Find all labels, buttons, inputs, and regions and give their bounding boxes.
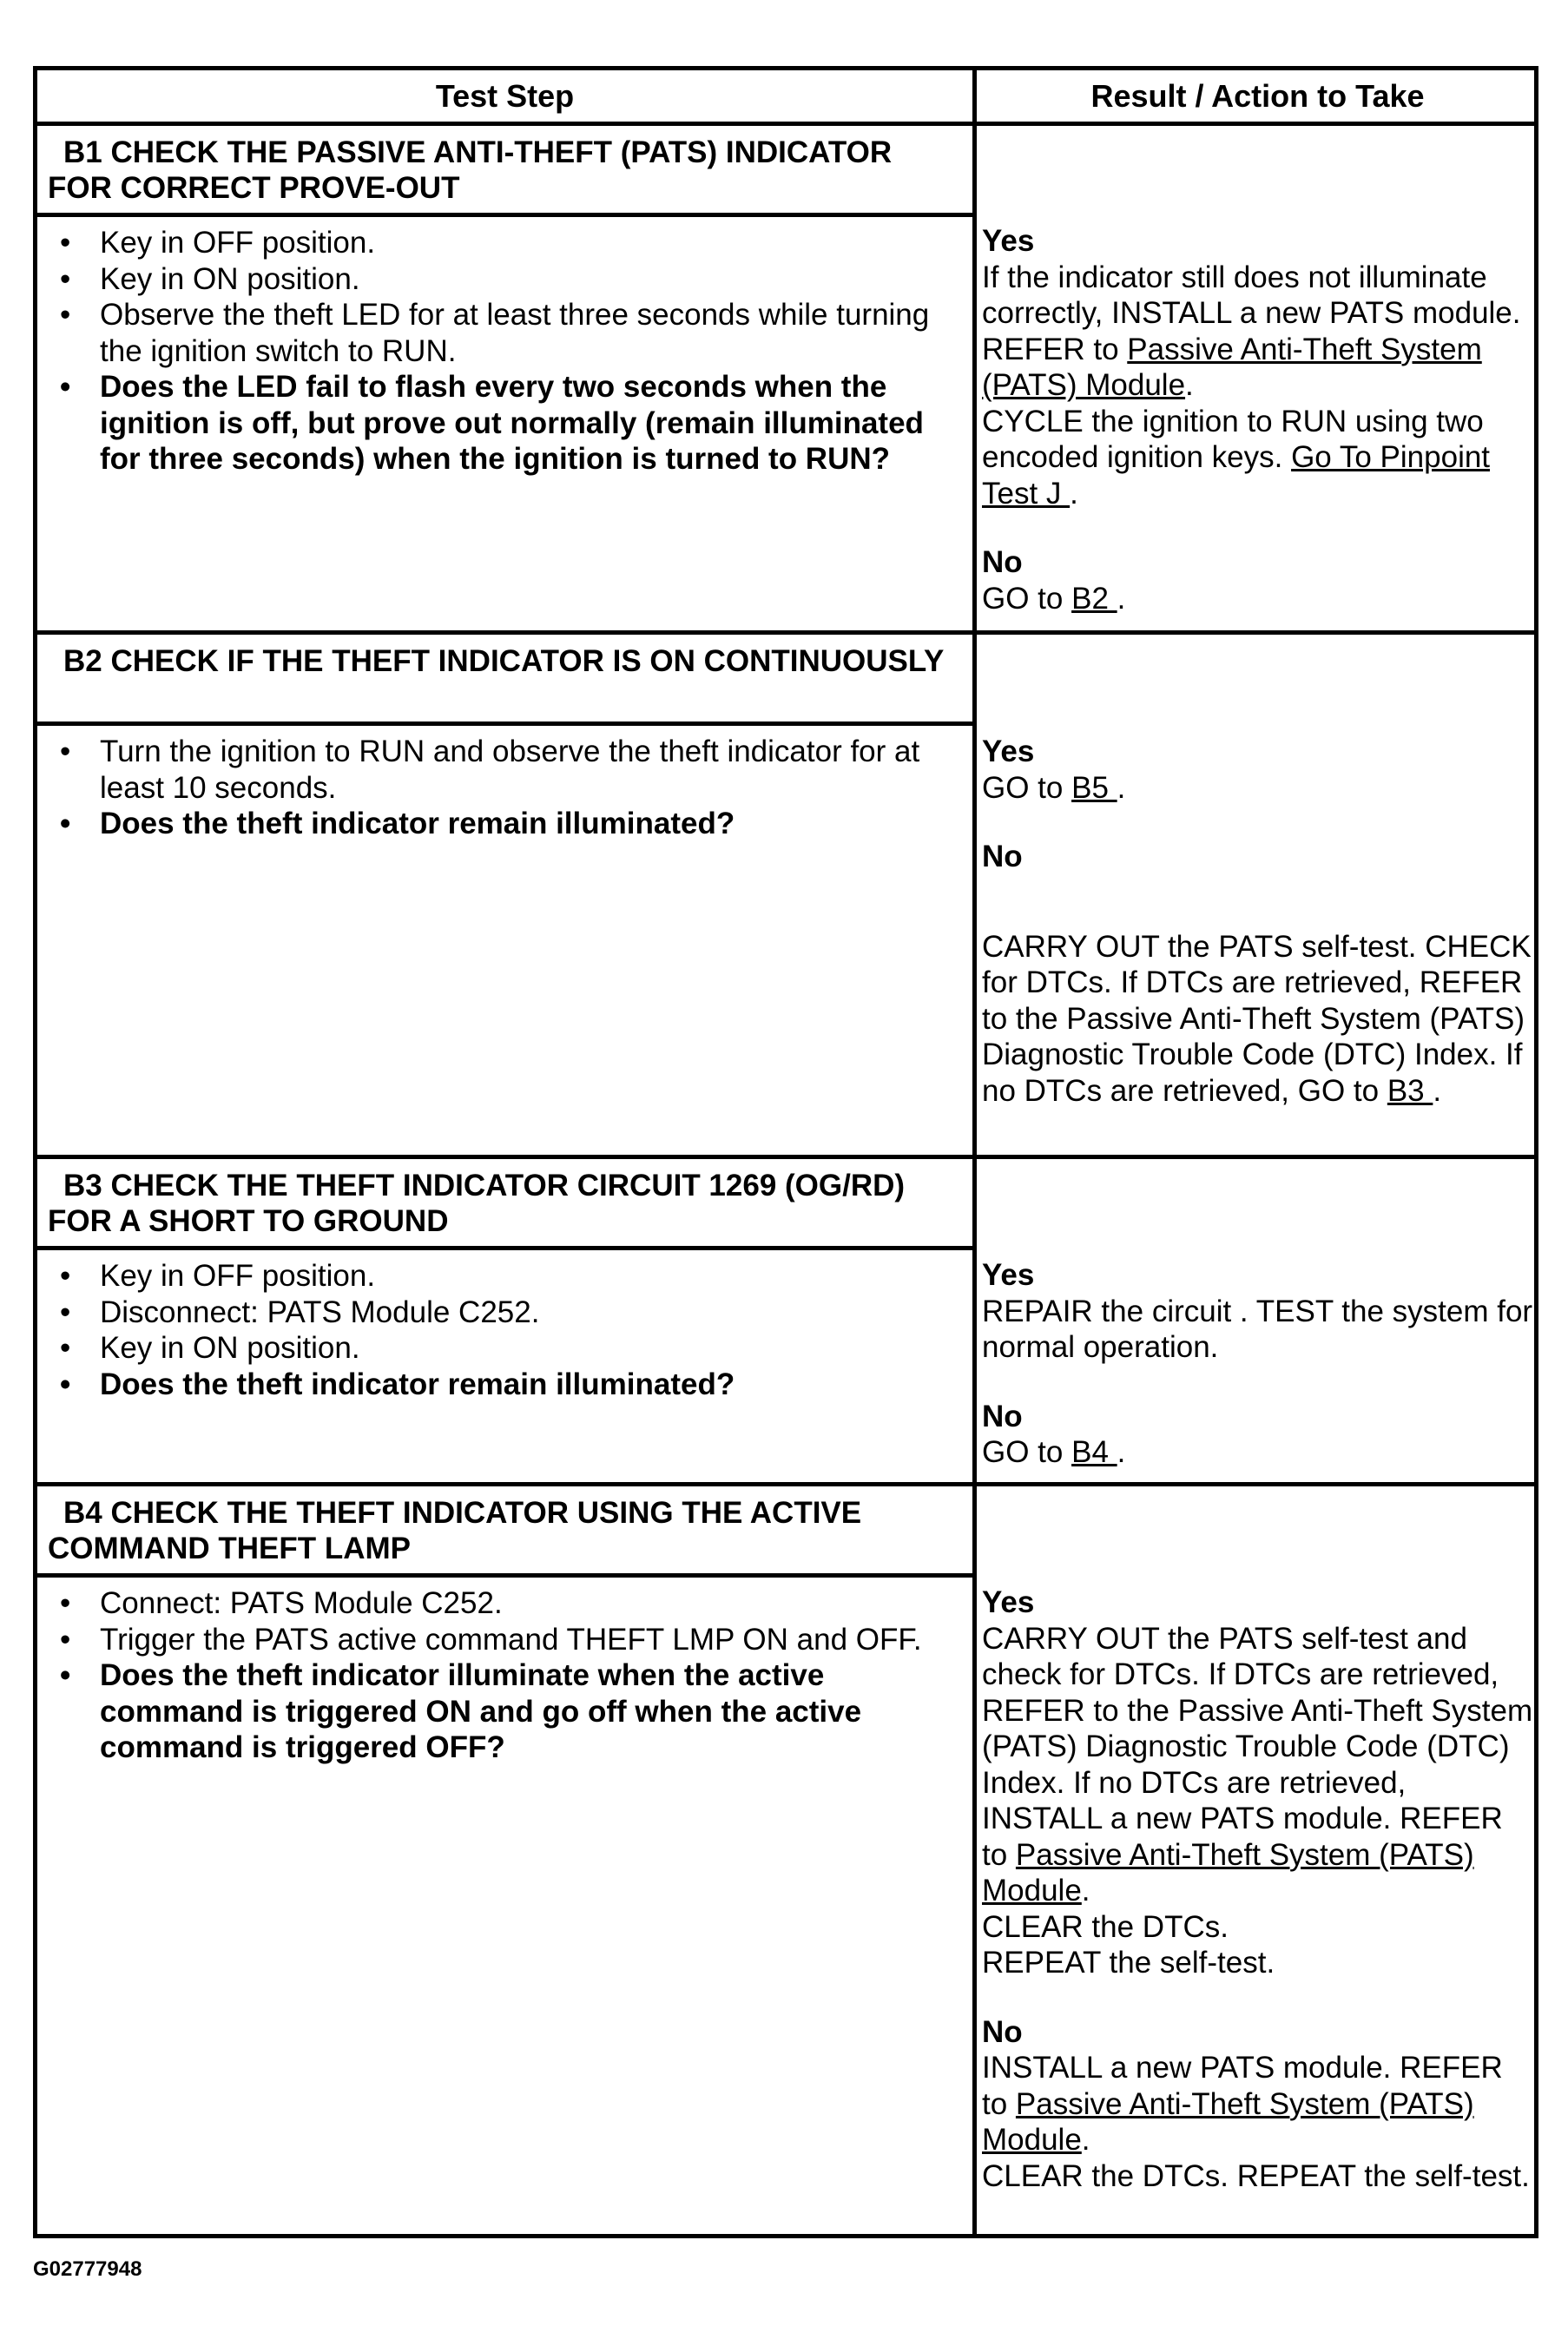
result-b4 <box>977 1585 1538 2194</box>
no-label: No <box>982 545 1023 579</box>
no-action: CARRY OUT the PATS self-test. CHECK for DTCs. If DTCs are retrieved, REFER to the Passive Anti-Theft System (PATS) Diagnostic Trouble Code (DTC) Index. If no DTCs are retrieved, GO to B3 . <box>982 929 1532 1108</box>
step-item: • Key in ON position. <box>100 261 964 298</box>
step-item: • Key in ON position. <box>100 1330 964 1367</box>
step-question: • Does the theft indicator remain illuminated? <box>100 1367 964 1403</box>
yes-label: Yes <box>982 1258 1035 1292</box>
yes-action-cycle: CYCLE the ignition to RUN using two encoded ignition keys. Go To Pinpoint Test J . <box>982 404 1491 511</box>
link-b2[interactable]: B2 <box>1071 581 1117 616</box>
link-pats-module[interactable]: Passive Anti-Theft System (PATS) Module <box>982 332 1482 402</box>
step-list-b1 <box>37 225 972 478</box>
yes-action: If the indicator still does not illuminate correctly, INSTALL a new PATS module. REFER to Passive Anti-Theft System (PATS) Module. <box>982 260 1521 402</box>
title-rule-b4 <box>37 1573 972 1578</box>
step-title-b3: B3 CHECK THE THEFT INDICATOR CIRCUIT 1269 (OG/RD) FOR A SHORT TO GROUND <box>48 1169 906 1238</box>
title-rule-b1 <box>37 213 972 217</box>
result-b1 <box>977 223 1538 616</box>
step-list-b4 <box>37 1585 972 1766</box>
header-test-step: Test Step <box>37 70 972 126</box>
step-item: • Key in OFF position. <box>100 225 964 261</box>
step-title-b2: B2 CHECK IF THE THEFT INDICATOR IS ON CONTINUOUSLY <box>63 644 945 678</box>
result-b2 <box>977 734 1538 1109</box>
yes-label: Yes <box>982 224 1035 258</box>
step-item: • Key in OFF position. <box>100 1258 964 1295</box>
link-pats-module[interactable]: Passive Anti-Theft System (PATS) Module <box>982 2086 1474 2157</box>
link-b3[interactable]: B3 <box>1387 1073 1433 1108</box>
yes-label: Yes <box>982 735 1035 768</box>
header-result-action: Result / Action to Take <box>977 70 1538 126</box>
step-question: • Does the theft indicator illuminate when the active command is triggered ON and go off when the active command is triggered OFF? <box>100 1657 964 1766</box>
no-action: INSTALL a new PATS module. REFER to Passive Anti-Theft System (PATS) Module. <box>982 2051 1503 2157</box>
step-question: • Does the theft indicator remain illuminated? <box>100 806 964 842</box>
yes-action-clear: CLEAR the DTCs. <box>982 1909 1229 1944</box>
no-label: No <box>982 840 1023 873</box>
no-action: GO to B2 . <box>982 581 1126 616</box>
step-item: • Trigger the PATS active command THEFT LMP ON and OFF. <box>100 1622 964 1658</box>
no-action-clear: CLEAR the DTCs. REPEAT the self-test. <box>982 2158 1530 2193</box>
yes-action: REPAIR the circuit . TEST the system for normal operation. <box>982 1294 1533 1364</box>
no-action: GO to B4 . <box>982 1435 1126 1469</box>
no-label: No <box>982 2014 1023 2049</box>
diagnostic-table <box>33 66 1538 2238</box>
link-pinpoint-test-j[interactable]: Go To Pinpoint Test J <box>982 440 1491 511</box>
figure-id: G02777948 <box>33 2257 142 2281</box>
step-title-b4: B4 CHECK THE THEFT INDICATOR USING THE ACTIVE COMMAND THEFT LAMP <box>48 1496 862 1565</box>
no-label: No <box>982 1399 1023 1433</box>
link-b4[interactable]: B4 <box>1071 1435 1117 1469</box>
yes-label: Yes <box>982 1585 1035 1619</box>
step-list-b2 <box>37 734 972 842</box>
step-item: • Turn the ignition to RUN and observe the theft indicator for at least 10 seconds. <box>100 734 964 806</box>
result-b3 <box>977 1257 1538 1471</box>
yes-action: CARRY OUT the PATS self-test and check for DTCs. If DTCs are retrieved, REFER to the Passive Anti-Theft System (PATS) Diagnostic Trouble Code (DTC) Index. If no DTCs are retrieved, INSTALL a new PATS module. REFER to Passive Anti-Theft System (PATS) Module. <box>982 1621 1533 1907</box>
step-item: • Disconnect: PATS Module C252. <box>100 1295 964 1331</box>
step-title-b1: B1 CHECK THE PASSIVE ANTI-THEFT (PATS) INDICATOR FOR CORRECT PROVE-OUT <box>48 135 893 205</box>
title-rule-b2 <box>37 721 972 726</box>
step-item: • Observe the theft LED for at least three seconds while turning the ignition switch to RUN. <box>100 297 964 369</box>
title-rule-b3 <box>37 1246 972 1250</box>
step-question: • Does the LED fail to flash every two seconds when the ignition is off, but prove out normally (remain illuminated for three seconds) when the ignition is turned to RUN? <box>100 369 964 478</box>
yes-action-repeat: REPEAT the self-test. <box>982 1946 1275 1980</box>
link-pats-module[interactable]: Passive Anti-Theft System (PATS) Module <box>982 1837 1474 1907</box>
yes-action: GO to B5 . <box>982 770 1126 805</box>
step-list-b3 <box>37 1258 972 1402</box>
step-item: • Connect: PATS Module C252. <box>100 1585 964 1622</box>
link-b5[interactable]: B5 <box>1071 770 1117 805</box>
